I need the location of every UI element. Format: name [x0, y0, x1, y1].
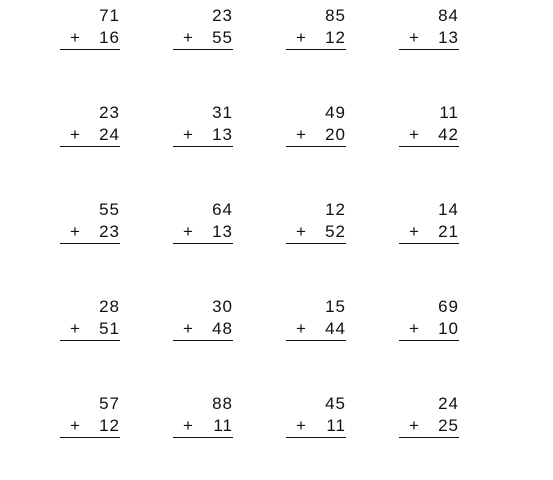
plus-sign: + — [296, 125, 307, 144]
top-number: 45 — [325, 394, 346, 413]
bottom-number: 11 — [326, 416, 346, 435]
answer-line — [60, 243, 120, 244]
top-number: 55 — [99, 200, 120, 219]
plus-sign: + — [409, 28, 420, 47]
problem-17 — [60, 393, 120, 438]
plus-sign: + — [409, 222, 420, 241]
answer-line — [173, 49, 233, 50]
answer-line — [60, 146, 120, 147]
top-number: 64 — [212, 200, 233, 219]
bottom-number: 48 — [212, 319, 233, 338]
problem-14 — [173, 296, 233, 341]
top-number: 49 — [325, 103, 346, 122]
answer-line — [173, 146, 233, 147]
problem-2 — [173, 5, 233, 50]
problem-10 — [173, 199, 233, 244]
plus-sign: + — [296, 416, 307, 435]
top-number: 88 — [212, 394, 233, 413]
answer-line — [399, 340, 459, 341]
answer-line — [60, 49, 120, 50]
problem-3 — [286, 5, 346, 50]
bottom-number: 11 — [213, 416, 233, 435]
problem-1 — [60, 5, 120, 50]
plus-sign: + — [183, 125, 194, 144]
plus-sign: + — [183, 28, 194, 47]
answer-line — [286, 49, 346, 50]
top-number: 71 — [99, 6, 120, 25]
plus-sign: + — [296, 28, 307, 47]
problem-20 — [399, 393, 459, 438]
bottom-number: 55 — [212, 28, 233, 47]
problem-12 — [399, 199, 459, 244]
top-number: 85 — [325, 6, 346, 25]
bottom-number: 51 — [99, 319, 120, 338]
top-number: 23 — [99, 103, 120, 122]
problem-4 — [399, 5, 459, 50]
top-number: 69 — [438, 297, 459, 316]
answer-line — [399, 49, 459, 50]
answer-line — [399, 146, 459, 147]
top-number: 15 — [325, 297, 346, 316]
bottom-number: 10 — [438, 319, 459, 338]
problem-16 — [399, 296, 459, 341]
problem-6 — [173, 102, 233, 147]
problem-7 — [286, 102, 346, 147]
plus-sign: + — [183, 416, 194, 435]
top-number: 12 — [325, 200, 346, 219]
bottom-number: 12 — [325, 28, 346, 47]
plus-sign: + — [409, 416, 420, 435]
bottom-number: 23 — [99, 222, 120, 241]
top-number: 28 — [99, 297, 120, 316]
bottom-number: 42 — [438, 125, 459, 144]
plus-sign: + — [70, 222, 81, 241]
bottom-number: 12 — [99, 416, 120, 435]
problem-9 — [60, 199, 120, 244]
answer-line — [173, 243, 233, 244]
plus-sign: + — [183, 319, 194, 338]
bottom-number: 13 — [438, 28, 459, 47]
bottom-number: 13 — [212, 125, 233, 144]
answer-line — [173, 437, 233, 438]
answer-line — [286, 340, 346, 341]
plus-sign: + — [70, 416, 81, 435]
answer-line — [286, 437, 346, 438]
answer-line — [173, 340, 233, 341]
top-number: 14 — [438, 200, 459, 219]
top-number: 30 — [212, 297, 233, 316]
answer-line — [399, 437, 459, 438]
bottom-number: 44 — [325, 319, 346, 338]
problem-15 — [286, 296, 346, 341]
problem-18 — [173, 393, 233, 438]
answer-line — [60, 437, 120, 438]
bottom-number: 13 — [212, 222, 233, 241]
plus-sign: + — [296, 319, 307, 338]
answer-line — [286, 243, 346, 244]
problem-5 — [60, 102, 120, 147]
plus-sign: + — [70, 125, 81, 144]
bottom-number: 21 — [438, 222, 459, 241]
top-number: 31 — [212, 103, 233, 122]
answer-line — [60, 340, 120, 341]
bottom-number: 24 — [99, 125, 120, 144]
bottom-number: 52 — [325, 222, 346, 241]
plus-sign: + — [183, 222, 194, 241]
plus-sign: + — [409, 125, 420, 144]
top-number: 23 — [212, 6, 233, 25]
problem-13 — [60, 296, 120, 341]
top-number: 24 — [438, 394, 459, 413]
bottom-number: 16 — [99, 28, 120, 47]
bottom-number: 25 — [438, 416, 459, 435]
problem-19 — [286, 393, 346, 438]
plus-sign: + — [70, 319, 81, 338]
top-number: 84 — [438, 6, 459, 25]
bottom-number: 20 — [325, 125, 346, 144]
top-number: 11 — [439, 103, 459, 122]
top-number: 57 — [99, 394, 120, 413]
plus-sign: + — [409, 319, 420, 338]
plus-sign: + — [296, 222, 307, 241]
problem-11 — [286, 199, 346, 244]
problem-8 — [399, 102, 459, 147]
answer-line — [286, 146, 346, 147]
answer-line — [399, 243, 459, 244]
plus-sign: + — [70, 28, 81, 47]
